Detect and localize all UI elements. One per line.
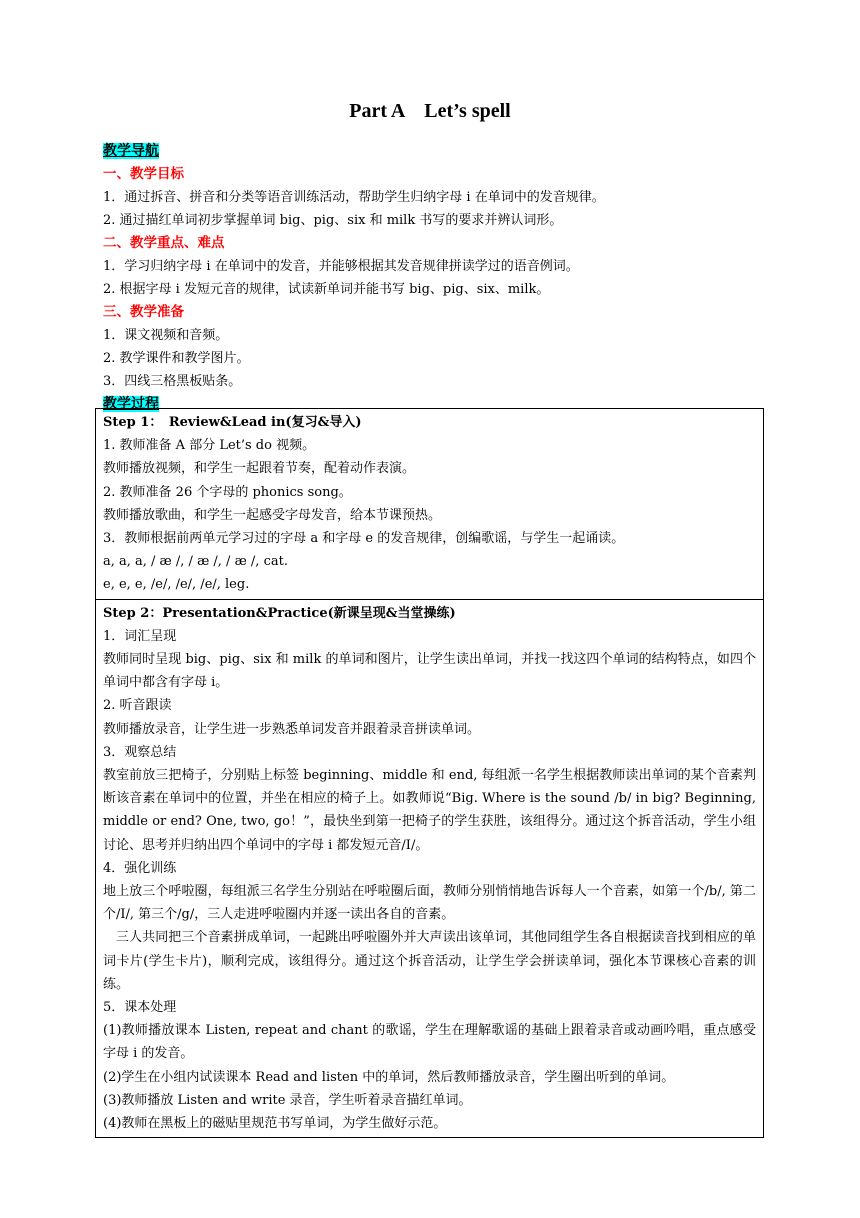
step2-para-5c: (3)教师播放 Listen and write 录音，学生听着录音描红单词。 xyxy=(103,1092,472,1108)
step1-line-4: 教师播放歌曲，和学生一起感受字母发音，给本节课预热。 xyxy=(103,507,442,523)
step2-para-1: 教师同时呈现 big、pig、six 和 milk 的单词和图片，让学生读出单词，并找一找这四个单词的结构特点，如四个单词中都含有字母 i。 xyxy=(103,652,756,691)
step1-line-3: 2. 教师准备 26 个字母的 phonics song。 xyxy=(103,484,352,500)
key-point-2: 2. 根据字母 i 发短元音的规律，试读新单词并能书写 big、pig、six、milk。 xyxy=(103,282,550,297)
step2-sub-4: 4．强化训练 xyxy=(103,860,177,876)
step1-line-6: a, a, a, / æ /, / æ /, / æ /, cat. xyxy=(103,554,288,570)
objective-2: 2. 通过描红单词初步掌握单词 big、pig、six 和 milk 书写的要求并辨认词形。 xyxy=(103,213,563,228)
step2-sub-5: 5．课本处理 xyxy=(103,1000,177,1016)
heading-preparation: 三、教学准备 xyxy=(103,304,184,320)
step2-para-3: 教室前放三把椅子，分别贴上标签 beginning、middle 和 end, 每组派一名学生根据教师读出单词的某个音素判断该音素在单词中的位置，并坐在相应的椅子上。如教师说“Big. Where is the sound /b/ in big? Beginning, middle or end? One, two, go！”，最快坐到第一把椅子的学生获胜，该组得分。通过这个拆音活动，学生小组讨论、思考并归纳出四个单词中的字母 i 都发短元音/I/。 xyxy=(103,768,756,853)
heading-key-points: 二、教学重点、难点 xyxy=(103,235,225,251)
step1-line-2: 教师播放视频，和学生一起跟着节奏，配着动作表演。 xyxy=(103,461,416,477)
step2-sub-2: 2. 听音跟读 xyxy=(103,698,172,714)
teaching-guide xyxy=(103,140,763,416)
step2-para-5b: (2)学生在小组内试读课本 Read and listen 中的单词，然后教师播放录音，学生圈出听到的单词。 xyxy=(103,1069,675,1085)
preparation-3: 3．四线三格黑板贴条。 xyxy=(103,374,242,389)
step2-para-5a: (1)教师播放课本 Listen, repeat and chant 的歌谣，学生在理解歌谣的基础上跟着录音或动画吟唱，重点感受字母 i 的发音。 xyxy=(103,1023,756,1062)
step2-para-4b: 三人共同把三个音素拼成单词，一起跳出呼啦圈外并大声读出该单词，其他同组学生各自根据读音找到相应的单词卡片(学生卡片)，顺利完成，该组得分。通过这个拆音活动，让学生学会拼读单词，强化本节课核心音素的训练。 xyxy=(103,930,756,992)
preparation-2: 2. 教学课件和教学图片。 xyxy=(103,351,250,366)
step1-cell xyxy=(96,409,763,599)
page-title: Part A Let’s spell xyxy=(349,100,511,122)
step1-line-7: e, e, e, /e/, /e/, /e/, leg. xyxy=(103,577,250,593)
step2-heading: Step 2：Presentation&Practice(新课呈现&当堂操练) xyxy=(103,605,456,621)
step1-heading: Step 1： Review&Lead in(复习&导入) xyxy=(103,415,362,430)
step2-sub-1: 1．词汇呈现 xyxy=(103,628,177,644)
step2-para-5d: (4)教师在黑板上的磁贴里规范书写单词，为学生做好示范。 xyxy=(103,1116,447,1132)
step2-cell xyxy=(96,599,763,1138)
step2-para-2: 教师播放录音，让学生进一步熟悉单词发音并跟着录音拼读单词。 xyxy=(103,721,481,737)
section-heading-process: 教学过程 xyxy=(103,396,159,412)
objective-1: 1．通过拆音、拼音和分类等语音训练活动，帮助学生归纳字母 i 在单词中的发音规律。 xyxy=(103,190,605,205)
step2-sub-3: 3．观察总结 xyxy=(103,744,177,760)
process-table xyxy=(95,408,764,1138)
key-point-1: 1．学习归纳字母 i 在单词中的发音，并能够根据其发音规律拼读学过的语音例词。 xyxy=(103,259,579,274)
step1-line-5: 3．教师根据前两单元学习过的字母 a 和字母 e 的发音规律，创编歌谣，与学生一起诵读。 xyxy=(103,531,625,547)
section-heading-guide: 教学导航 xyxy=(103,143,159,159)
step1-line-1: 1. 教师准备 A 部分 Let’s do 视频。 xyxy=(103,438,316,454)
preparation-1: 1．课文视频和音频。 xyxy=(103,328,229,343)
step2-para-4a: 地上放三个呼啦圈，每组派三名学生分别站在呼啦圈后面，教师分别悄悄地告诉每人一个音素，如第一个/b/, 第二个/I/, 第三个/g/，三人走进呼啦圈内并逐一读出各自的音素。 xyxy=(103,884,756,923)
heading-objectives: 一、教学目标 xyxy=(103,166,184,182)
